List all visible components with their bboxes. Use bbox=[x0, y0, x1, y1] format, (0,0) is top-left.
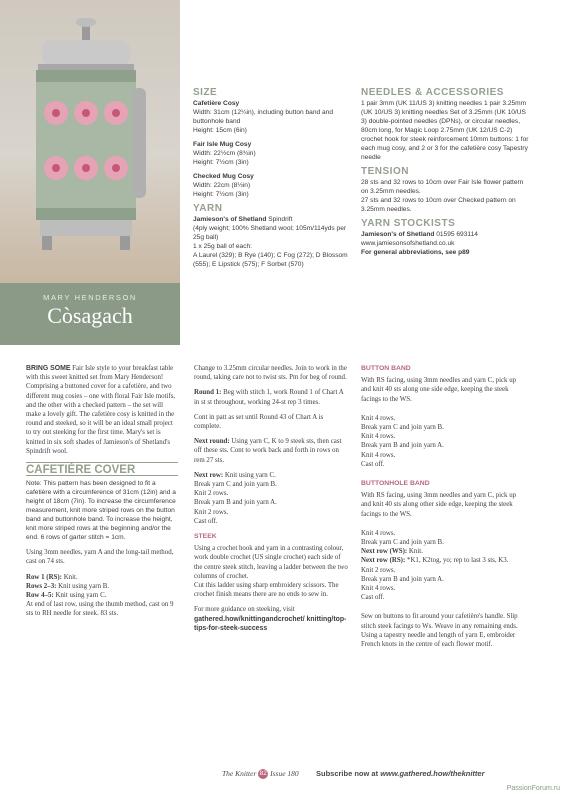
yarn-details: Jamieson's of Shetland Spindrift (4ply weight; 100% Shetland wool; 105m/114yds per 25g ball) 1 x 25g ball of each: A Laurel (329); B Rye (140); C Fog (272); D Blossom (555); E Lipstick (575); F Sorbet (570) bbox=[193, 216, 348, 268]
needles-heading: NEEDLES & ACCESSORIES bbox=[361, 87, 504, 98]
size-yarn-column bbox=[193, 88, 351, 269]
size-heading: SIZE bbox=[193, 87, 218, 98]
size-item: Fair Isle Mug Cosy Width: 22½cm (8¾in) Height: 7½cm (3in) bbox=[193, 141, 256, 166]
page-footer bbox=[0, 769, 566, 792]
buttonhole-band-heading: BUTTONHOLE BAND bbox=[361, 480, 430, 488]
buttonhole-band-rows: Knit 4 rows. Break yarn C and join yarn B. Next row (WS): Knit. Next row (RS): *K1, K2tog, yo; rep to last 3 sts, K3. Knit 2 rows. Break yarn B and join yarn A. Knit 4 rows. Cast off. bbox=[361, 529, 509, 602]
size-item: Checked Mug Cosy Width: 22cm (8½in) Height: 7½cm (3in) bbox=[193, 173, 254, 198]
page-number: 82 bbox=[259, 770, 267, 778]
yarn-heading: YARN bbox=[193, 203, 223, 214]
button-band-text: With RS facing, using 3mm needles and yarn C, pick up and knit 40 sts along one side edge, keeping the steek facings to the WS. bbox=[361, 377, 517, 403]
continue-pattern: Cont in patt as set until Round 43 of Chart A is complete. bbox=[194, 413, 324, 431]
needles-list: 1 pair 3mm (UK 11/US 3) knitting needles 1 pair 3.25mm (UK 10/US 3) knitting needles Set of 3.25mm (UK 10/US 3) double-pointed needles (DPNs), or circular needles, 80cm long, for Magic Loop 2.75mm (UK 12/US C-2) crochet hook for steek reinforcement 10mm buttons: 1 for each mug cosy, and 2 or 3 for the cafetière cosy Tapestry needle bbox=[361, 100, 529, 161]
button-band-heading: BUTTON BAND bbox=[361, 365, 411, 372]
body-column-1 bbox=[26, 364, 178, 619]
intro-paragraph: BRING SOME Fair Isle style to your breakfast table with this sweet knitted set from Mary Henderson! Comprising a buttoned cover for a cafetière, and two different mug cosies – one with floral Fair Isle motifs, and the other with a checked pattern – the set will make a lovely gift. The cafetière cosy is knitted in the round and steeked, so it will be an ideal small project to try out steeking for the first time. Mary's set is knitted in six soft shades of Jamieson's of Shetland's Spindrift wool. bbox=[26, 365, 176, 455]
rows-1-5: Row 1 (RS): Knit. Rows 2–3: Knit using yarn B. Row 4–5: Knit using yarn C. At end of last row, using the thumb method, cast on 9 sts to RH needle for steek. 83 sts. bbox=[26, 573, 174, 618]
stockist-web: www.jamiesonsofshetland.co.uk bbox=[361, 240, 455, 247]
round-1: Round 1: Beg with stitch 1, work Round 1 of Chart A in st st throughout, working 24-st rep 3 times. bbox=[194, 389, 344, 406]
cafetiere-cosy-illustration bbox=[28, 18, 148, 258]
steek-guide: For more guidance on steeking, visit gathered.how/knittingandcrochet/ knitting/top-tips-for-steek-success bbox=[194, 606, 347, 632]
size-item: Cafetière Cosy Width: 31cm (12¼in), including button band and buttonhole band Height: 15cm (6in) bbox=[193, 100, 334, 134]
abbreviations-note: For general abbreviations, see p89 bbox=[361, 249, 470, 256]
band-rows: Next row: Knit using yarn C. Break yarn C and join yarn B. Knit 2 rows. Break yarn B and join yarn A. Knit 2 rows. Cast off. bbox=[194, 471, 277, 525]
cast-on: Using 3mm needles, yarn A and the long-tail method, cast on 74 sts. bbox=[26, 549, 174, 566]
tension-text-1: 28 sts and 32 rows to 10cm over Fair Isle flower pattern on 3.25mm needles. bbox=[361, 179, 524, 195]
pattern-title: Còsagach bbox=[47, 303, 133, 328]
tension-heading: TENSION bbox=[361, 166, 409, 177]
stockist-line: Jamieson's of Shetland 01595 693114 bbox=[361, 231, 478, 238]
button-band-rows: Knit 4 rows. Break yarn C and join yarn B. Knit 4 rows. Break yarn B and join yarn A. Knit 4 rows. Cast off. bbox=[361, 414, 444, 468]
circular-needles-text: Change to 3.25mm circular needles. Join to work in the round, taking care not to twist sts. Pm for beg of round. bbox=[194, 365, 347, 382]
magazine-issue: The Knitter 82 Issue 180 bbox=[222, 769, 299, 778]
stockists-heading: YARN STOCKISTS bbox=[361, 218, 456, 229]
subscribe-line: Subscribe now at www.gathered.how/theknitter bbox=[316, 769, 485, 778]
finishing-text: Sew on buttons to fit around your cafetière's handle. Slip stitch steek facings to Ws. Weave in any remaining ends. Using a tapestry needle and length of yarn E, embroider French knots in the centre of each flower motif. bbox=[361, 613, 518, 649]
section-rule bbox=[26, 462, 178, 463]
pattern-note: Note: This pattern has been designed to fit a cafetière with a circumference of 31cm (12in) and a height of 18cm (7in). To increase the circumference measurement, knit more striped rows on the button band and buttonhole band. To increase the height, knit more striped rows at the beginning and/or the end. 6 rows of garter stitch = 1cm. bbox=[26, 480, 176, 542]
cafetiere-cover-heading: CAFETIÈRE COVER bbox=[26, 464, 136, 477]
product-photo bbox=[0, 0, 180, 283]
watermark: PassionForum.ru bbox=[506, 785, 560, 792]
body-column-3 bbox=[361, 364, 519, 655]
buttonhole-band-text: With RS facing, using 3mm needles and yarn C, pick up and knit 40 sts along other side edge, keeping the steek facings to the WS. bbox=[361, 492, 517, 518]
steek-text: Using a crochet hook and yarn in a contrasting colour, work double crochet (US single crochet) each side of the centre steek stitch, leaving a ladder between the two columns of crochet. Cut this ladder using sharp embroidery scissors. The crochet finish means there are no ends to sew in. bbox=[194, 545, 348, 599]
steek-heading: STEEK bbox=[194, 533, 217, 541]
author-name: MARY HENDERSON bbox=[43, 293, 137, 302]
next-round: Next round: Using yarn C, K to 9 steek sts, then cast off these sts. Cont to work back and forth in rows on rem 27 sts. bbox=[194, 438, 342, 464]
subscribe-link[interactable]: www.gathered.how/theknitter bbox=[380, 769, 485, 778]
needles-tension-column bbox=[361, 88, 529, 257]
tension-text-2: 27 sts and 32 rows to 10cm over Checked pattern on 3.25mm needles. bbox=[361, 197, 516, 213]
body-column-2 bbox=[194, 364, 349, 639]
steek-guide-link[interactable]: gathered.how/knittingandcrochet/ knitting/top-tips-for-steek-success bbox=[194, 615, 347, 632]
title-banner bbox=[0, 283, 180, 345]
